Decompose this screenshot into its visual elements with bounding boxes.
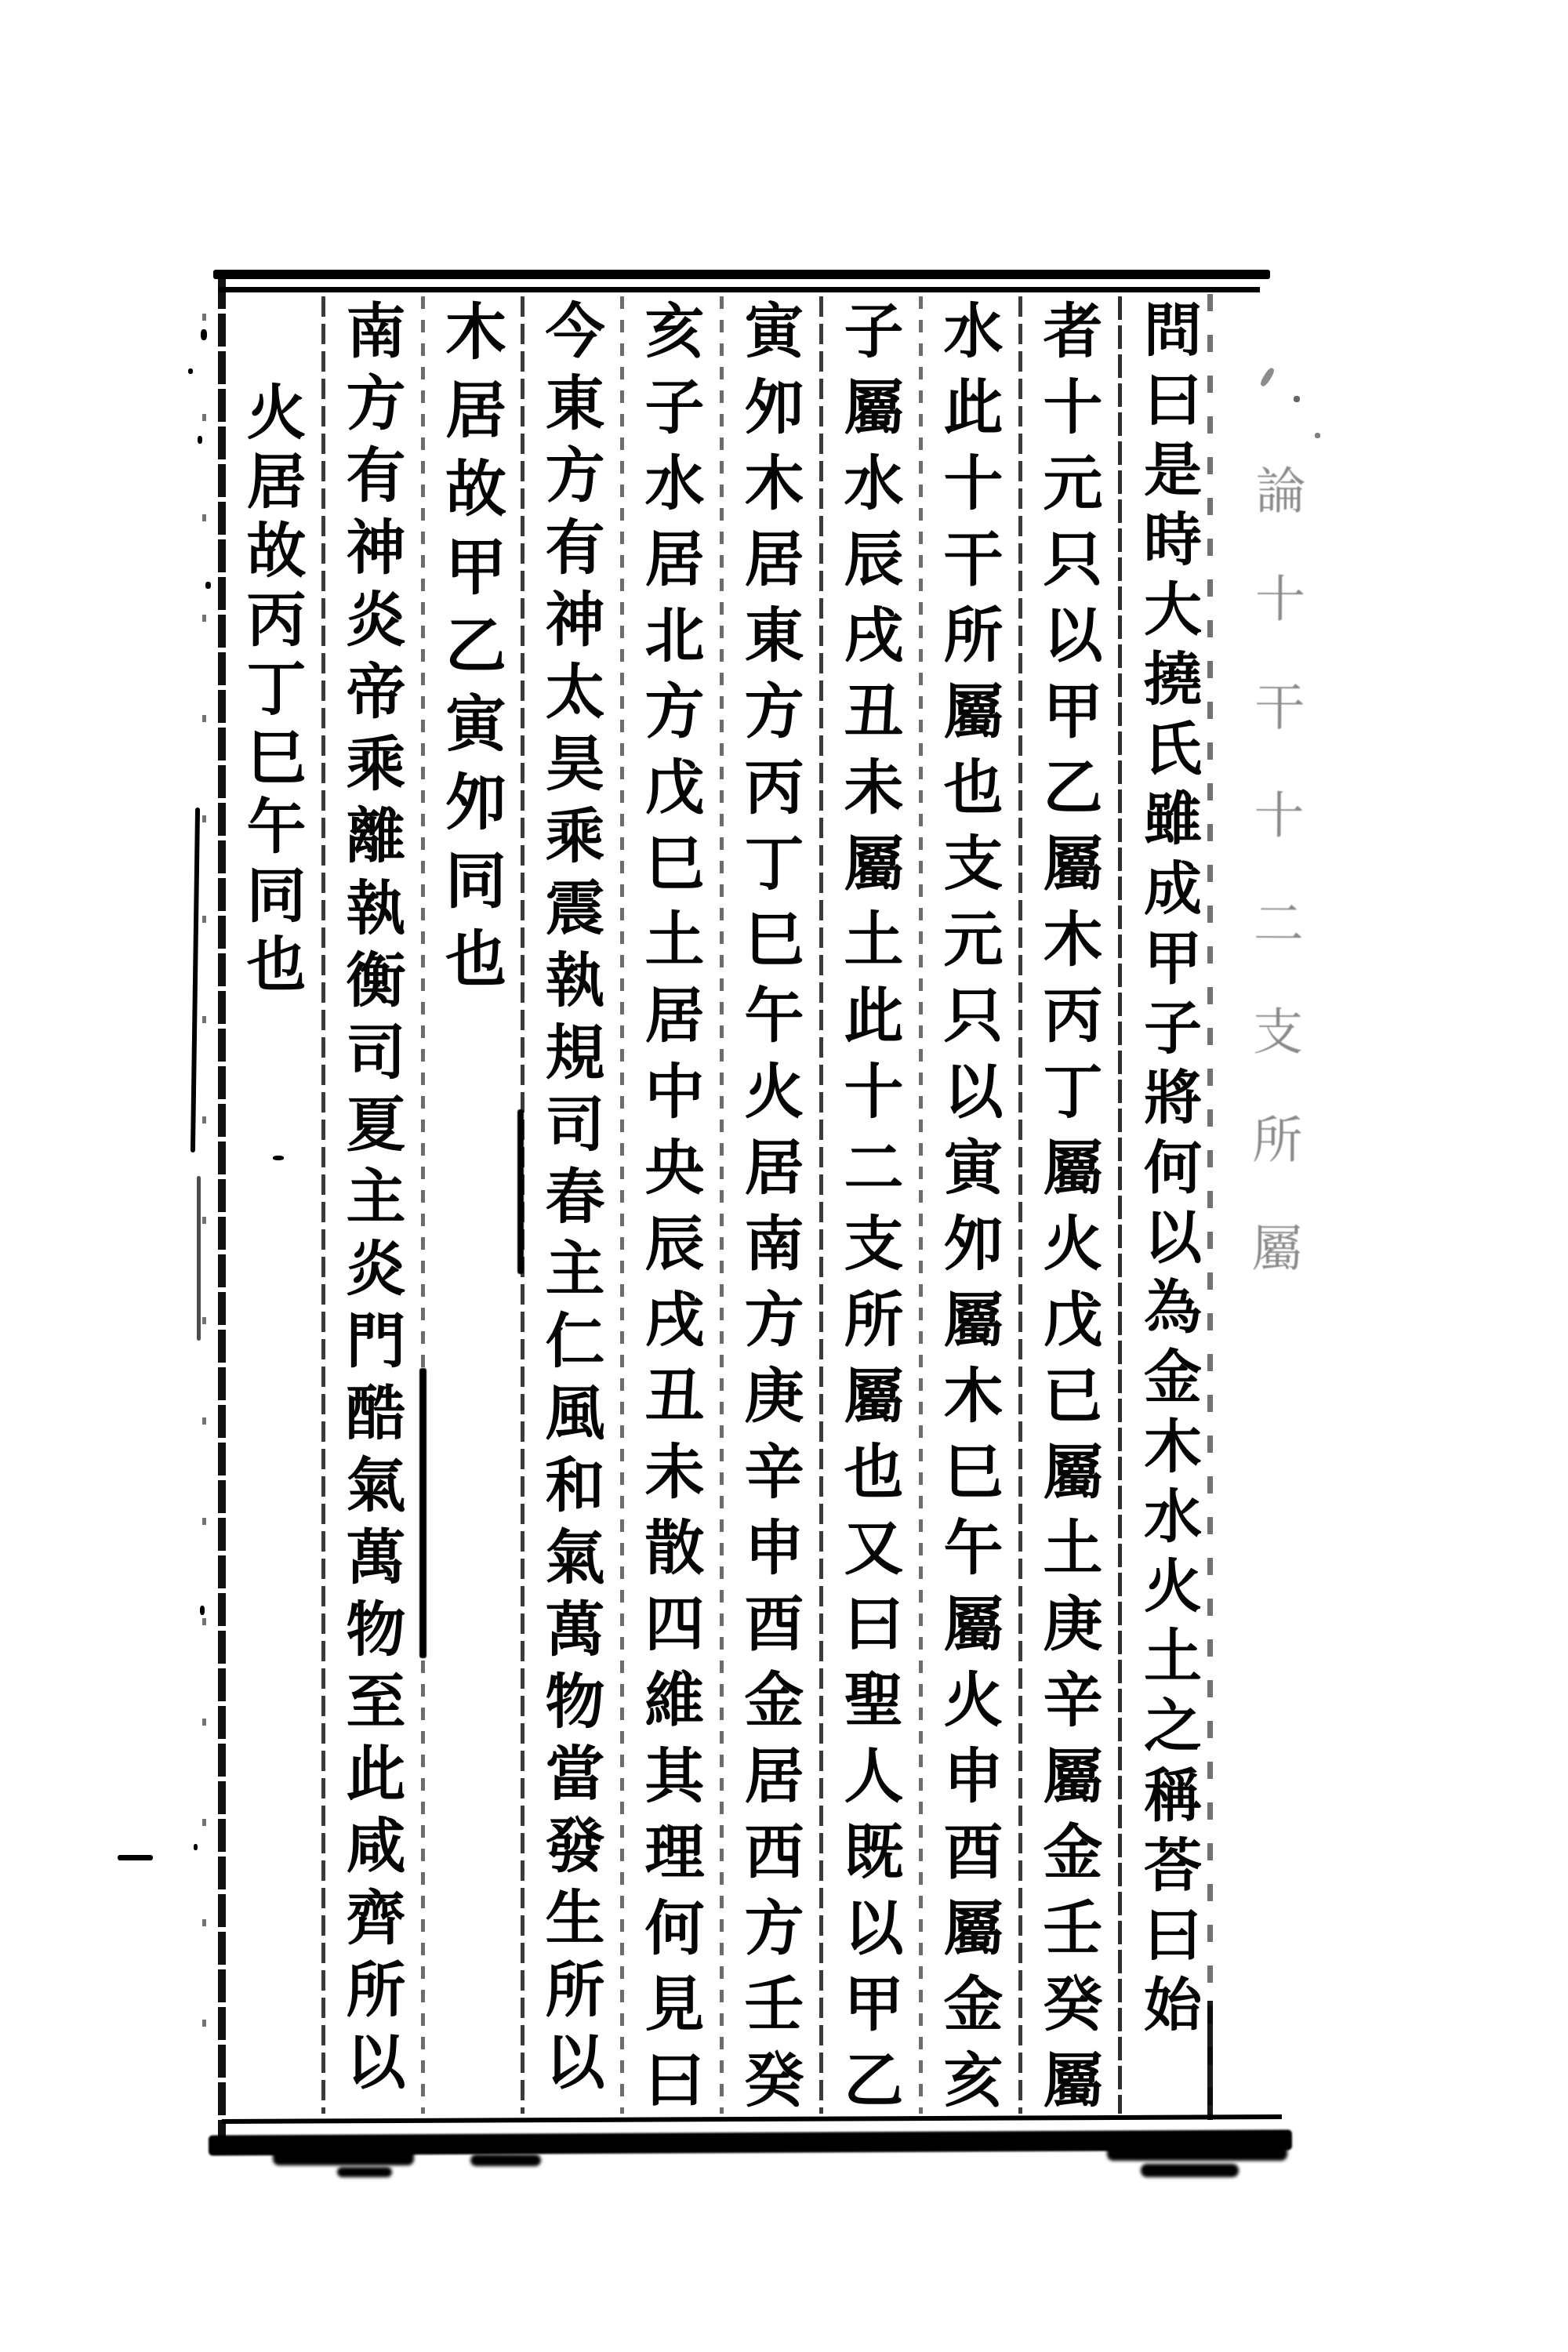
ink-speck [1315, 433, 1320, 438]
ink-smudge [1107, 2139, 1287, 2161]
ink-speck [198, 436, 202, 444]
text-column-5: 寅夘木居東方丙丁巳午火居南方庚辛申酉金居西方壬癸 [735, 299, 804, 2125]
ink-speck [200, 1606, 205, 1615]
ink-speck [201, 329, 207, 340]
ink-speck [273, 1156, 284, 1160]
text-column-3: 水此十干所屬也支元只以寅夘屬木巳午屬火申酉屬金亥 [934, 299, 1004, 2125]
ink-speck [1294, 396, 1300, 402]
margin-section-title: 論十干十二支所屬 [1243, 463, 1305, 1330]
text-column-9: 南方有神炎帝乘離執衡司夏主炎門酷氣萬物至此咸齊所以 [336, 299, 406, 2103]
text-column-8: 木居故甲乙寅夘同也 [435, 299, 506, 1005]
text-column-2: 者十元只以甲乙屬木丙丁屬火戊已屬土庚辛屬金壬癸屬 [1033, 299, 1103, 2125]
frame-left-border-outer-specks [202, 314, 206, 2078]
frame-top-border-outer [213, 270, 1270, 279]
ink-speck [1259, 367, 1276, 388]
ink-smudge [337, 2167, 392, 2177]
ink-speck [188, 368, 193, 374]
ink-speck [194, 1844, 198, 1850]
spine-line-mark [191, 808, 200, 1152]
spine-line-mark [197, 1176, 201, 1341]
ink-smudge [273, 2147, 414, 2165]
text-column-10: 火居故丙丁巳午同也 [237, 381, 307, 1002]
ink-smudge [470, 2154, 541, 2166]
text-column-6: 亥子水居北方戊巳土居中央辰戌丑未散四維其理何見曰 [635, 299, 705, 2125]
text-column-4: 子屬水辰戌丑未屬土此十二支所屬也又曰聖人既以甲乙 [834, 299, 904, 2125]
ink-smudge [1141, 2164, 1239, 2177]
frame-top-border-inner [219, 287, 1260, 292]
text-column-7: 今東方有神太昊乘震執規司春主仁風和氣萬物當發生所以 [535, 299, 605, 2103]
ink-speck [205, 582, 211, 589]
ink-speck [118, 1855, 153, 1860]
text-column-1: 問曰是時大撓氏雖成甲子將何以為金木水火土之稱荅曰始 [1134, 299, 1202, 2044]
